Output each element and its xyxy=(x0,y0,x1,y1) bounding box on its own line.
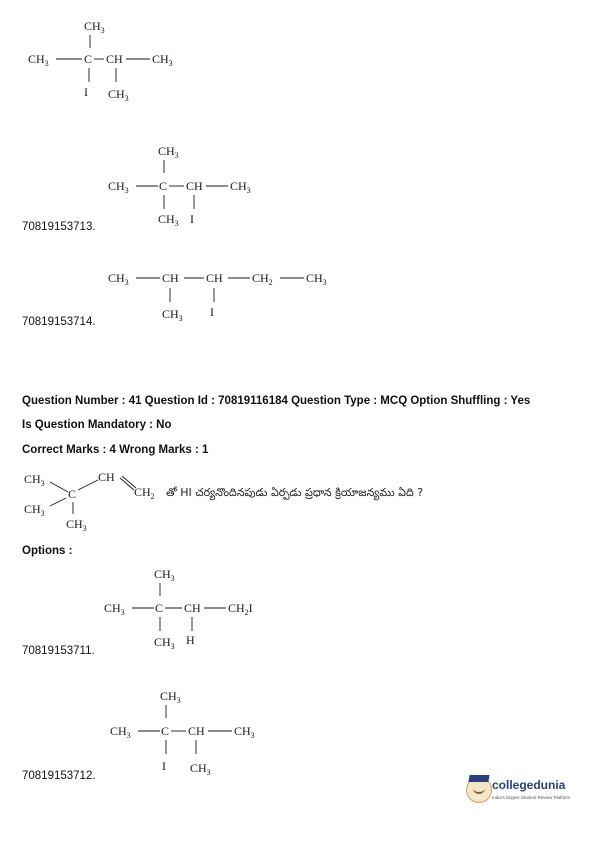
svg-text:CH3: $CH_3$ xyxy=(230,179,251,195)
structure-top xyxy=(28,18,228,112)
collegedunia-logo[interactable] xyxy=(466,775,576,811)
svg-text:CH3: $CH_3$ xyxy=(108,87,129,103)
svg-text:CH3: $CH_3$ xyxy=(24,502,45,518)
svg-text:CH2I: $CH_2I$ xyxy=(228,601,253,617)
ch3-top: $CH_3$ xyxy=(84,19,105,35)
svg-text:C: C xyxy=(84,52,93,66)
svg-text:C: C xyxy=(159,179,168,193)
question-marks: Correct Marks : 4 Wrong Marks : 1 xyxy=(22,444,209,456)
logo-tagline: India's largest Student Review Platform xyxy=(492,795,571,800)
svg-text:CH3: $CH_3$ xyxy=(152,52,173,68)
structure-option-1 xyxy=(104,566,304,660)
svg-text:CH3: $CH_3$ xyxy=(154,635,175,651)
option-id-70819153714: 70819153714. xyxy=(22,316,96,328)
svg-text:I: I xyxy=(210,305,214,319)
svg-text:CH3: $CH_3$ xyxy=(158,144,179,160)
svg-text:CH3: $CH_3$ xyxy=(158,212,179,228)
option-id-70819153711: 70819153711. xyxy=(22,645,95,657)
svg-text:CH: CH xyxy=(184,601,201,615)
svg-text:CH3: $CH_3$ xyxy=(108,271,129,287)
svg-text:CH3: $CH_3$ xyxy=(162,307,183,323)
svg-text:CH3: $CH_3$ xyxy=(104,601,125,617)
svg-text:C: C xyxy=(68,487,77,501)
logo-name: collegedunia xyxy=(492,778,566,792)
svg-text:CH3: $CH_3$ xyxy=(306,271,327,287)
svg-text:H: H xyxy=(186,633,195,647)
svg-text:C: C xyxy=(155,601,164,615)
svg-text:CH3: $CH_3$ xyxy=(24,472,45,488)
question-reactant-structure xyxy=(24,470,174,544)
svg-text:CH2: $CH_2$ xyxy=(252,271,273,287)
svg-text:I: I xyxy=(84,85,88,99)
svg-text:CH: CH xyxy=(188,724,205,738)
svg-text:CH3: $CH_3$ xyxy=(190,761,211,777)
svg-text:I: I xyxy=(190,212,194,226)
option-id-70819153713: 70819153713. xyxy=(22,221,96,233)
svg-text:CH3: $CH_3$ xyxy=(110,724,131,740)
structure-option-2 xyxy=(110,688,310,782)
svg-text:CH3: $CH_3$ xyxy=(234,724,255,740)
svg-text:CH: CH xyxy=(186,179,203,193)
graduate-mascot-icon xyxy=(466,777,492,803)
option-id-70819153712: 70819153712. xyxy=(22,770,96,782)
svg-text:CH3: $CH_3$ xyxy=(28,52,49,68)
svg-text:CH: CH xyxy=(106,52,123,66)
svg-text:C: C xyxy=(161,724,170,738)
svg-text:CH3: $CH_3$ xyxy=(154,567,175,583)
svg-text:CH: CH xyxy=(206,271,223,285)
options-label: Options : xyxy=(22,545,73,557)
svg-text:CH2: $CH_2$ xyxy=(134,485,155,501)
question-header: Question Number : 41 Question Id : 70819116184 Question Type : MCQ Option Shuffling : Yes xyxy=(22,395,531,407)
svg-text:CH3: $CH_3$ xyxy=(66,517,87,533)
svg-text:CH: CH xyxy=(98,470,115,484)
svg-text:CH: CH xyxy=(162,271,179,285)
svg-text:CH3: $CH_3$ xyxy=(108,179,129,195)
question-mandatory: Is Question Mandatory : No xyxy=(22,419,172,431)
question-text: తో HI చర్యనొందినపుడు ఏర్పడు ప్రధాన క్రియాజన్యము ఏది ? xyxy=(166,486,424,499)
svg-text:I: I xyxy=(162,759,166,773)
svg-text:CH3: $CH_3$ xyxy=(160,689,181,705)
structure-option-3 xyxy=(108,143,308,237)
structure-option-4 xyxy=(108,268,348,332)
